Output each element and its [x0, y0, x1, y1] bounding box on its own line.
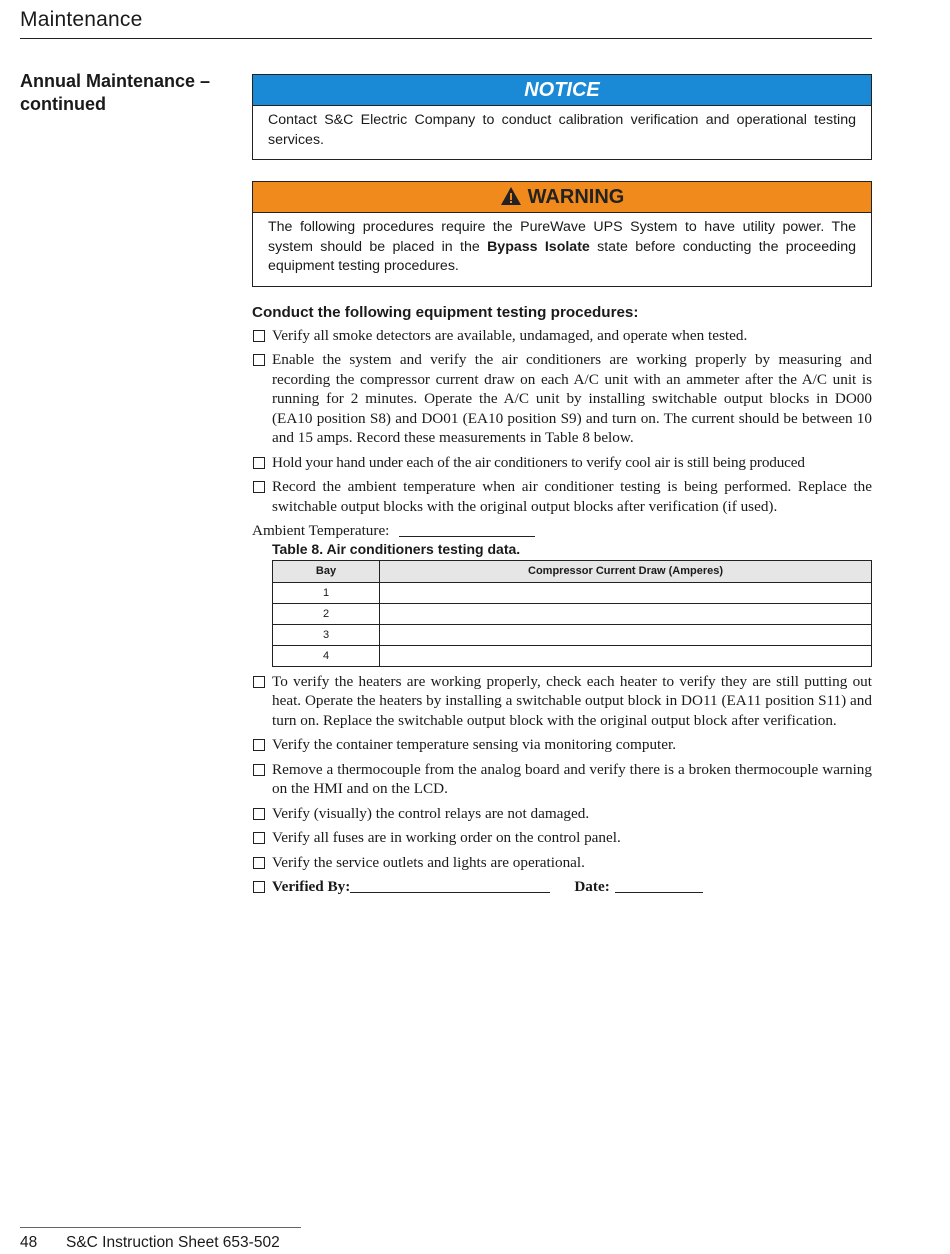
document-reference: S&C Instruction Sheet 653-502 — [66, 1234, 280, 1251]
procedures-heading: Conduct the following equipment testing procedures: — [252, 303, 639, 321]
notice-title: NOTICE — [253, 75, 871, 106]
footer-text — [20, 1234, 301, 1252]
checklist-item-text: Verify the container temperature sensing via monitoring computer. — [272, 736, 677, 753]
column-header-current: Compressor Current Draw (Amperes) — [380, 560, 872, 582]
verification-line — [252, 877, 872, 897]
checkbox[interactable] — [253, 457, 265, 469]
page-footer — [20, 1227, 301, 1252]
warning-text-1: The following procedures require the PureWave UPS System to have utility power. The system should be placed in the — [268, 219, 856, 255]
warning-header — [253, 182, 871, 213]
checklist-item-text: Enable the system and verify the air conditioners are working properly by measuring and recording the compressor current draw on each A/C unit with an ammeter after the A/C unit is running for 2 minutes. Operate the A/C unit by installing switchable output blocks in DO00 (EA10 position S8) and DO01 (EA10 position S9) and turn on. The current should be between 10 and 15 amps. Record these measurements in Table 8 below. — [272, 351, 872, 446]
checklist-item — [252, 853, 872, 873]
checklist-item-text: To verify the heaters are working properly, check each heater to verify they are still putting out heat. Operate the heaters by installing a switchable output block in DO11 (EA11 position S11) and turn on. Replace the switchable output block with the original output block after verification. — [272, 672, 872, 729]
warning-text-bold: Bypass Isolate — [487, 238, 590, 255]
ambient-temperature-line — [252, 521, 872, 541]
current-cell[interactable] — [380, 603, 872, 624]
date-field[interactable] — [615, 878, 703, 893]
checklist-item — [252, 453, 872, 473]
page-title: Maintenance — [20, 8, 143, 31]
checklist-item-text: Record the ambient temperature when air conditioner testing is being performed. Replace the switchable output blocks with the original output blocks after verification (if used). — [272, 478, 872, 515]
checkbox[interactable] — [253, 739, 265, 751]
checklist-item-text: Verify (visually) the control relays are not damaged. — [272, 804, 590, 822]
checklist-item — [252, 326, 872, 346]
table-row — [273, 582, 872, 603]
warning-text-2: state before conducting the proceeding equipment testing procedures. — [268, 238, 856, 274]
checklist-item — [252, 735, 872, 755]
checkbox[interactable] — [253, 764, 265, 776]
bay-cell: 1 — [273, 582, 380, 603]
checklist-item-text: Verify the service outlets and lights are operational. — [272, 853, 585, 871]
verified-by-field[interactable] — [350, 878, 550, 893]
notice-body: Contact S&C Electric Company to conduct calibration verification and operational testing services. — [268, 112, 856, 148]
bay-cell: 4 — [273, 645, 380, 666]
notice-box — [252, 74, 872, 160]
table-row — [273, 624, 872, 645]
table-header-row — [273, 560, 872, 582]
checkbox[interactable] — [253, 857, 265, 869]
checklist-item — [252, 804, 872, 824]
checkbox[interactable] — [253, 354, 265, 366]
checkbox[interactable] — [253, 330, 265, 342]
page-header — [20, 6, 872, 39]
warning-body — [253, 213, 871, 286]
checklist-item-text: Hold your hand under each of the air conditioners to verify cool air is still being produced — [272, 453, 805, 471]
bay-cell: 2 — [273, 603, 380, 624]
table-caption: Table 8. Air conditioners testing data. — [272, 540, 521, 557]
main-content — [252, 74, 872, 897]
checklist-item — [252, 672, 872, 731]
page-number: 48 — [20, 1234, 38, 1251]
section-side-heading: Annual Maintenance – continued — [20, 71, 211, 114]
warning-box — [252, 181, 872, 287]
current-cell[interactable] — [380, 645, 872, 666]
checklist-after — [252, 672, 872, 897]
checklist-before — [252, 326, 872, 541]
checklist-item — [252, 828, 872, 848]
verified-by-label: Verified By: — [272, 878, 351, 895]
bay-cell: 3 — [273, 624, 380, 645]
checklist-item-text: Remove a thermocouple from the analog board and verify there is a broken thermocouple warning on the HMI and on the LCD. — [272, 760, 872, 797]
ambient-temperature-label: Ambient Temperature: — [252, 522, 390, 539]
ac-testing-table — [272, 560, 872, 667]
current-cell[interactable] — [380, 624, 872, 645]
checklist-item-text: Verify all fuses are in working order on the control panel. — [272, 829, 621, 846]
checkbox[interactable] — [253, 676, 265, 688]
checkbox[interactable] — [253, 481, 265, 493]
warning-title: WARNING — [527, 186, 625, 208]
ambient-temperature-field[interactable] — [399, 522, 535, 537]
table-row — [273, 603, 872, 624]
date-label: Date: — [574, 878, 610, 895]
checklist-item — [252, 350, 872, 448]
checklist-item — [252, 477, 872, 516]
warning-triangle-icon — [500, 186, 522, 206]
current-cell[interactable] — [380, 582, 872, 603]
checklist-item — [252, 760, 872, 799]
checkbox[interactable] — [253, 832, 265, 844]
checklist-item-text: Verify all smoke detectors are available, undamaged, and operate when tested. — [272, 326, 748, 344]
column-header-bay: Bay — [273, 560, 380, 582]
table-row — [273, 645, 872, 666]
checkbox[interactable] — [253, 808, 265, 820]
checkbox[interactable] — [253, 881, 265, 893]
